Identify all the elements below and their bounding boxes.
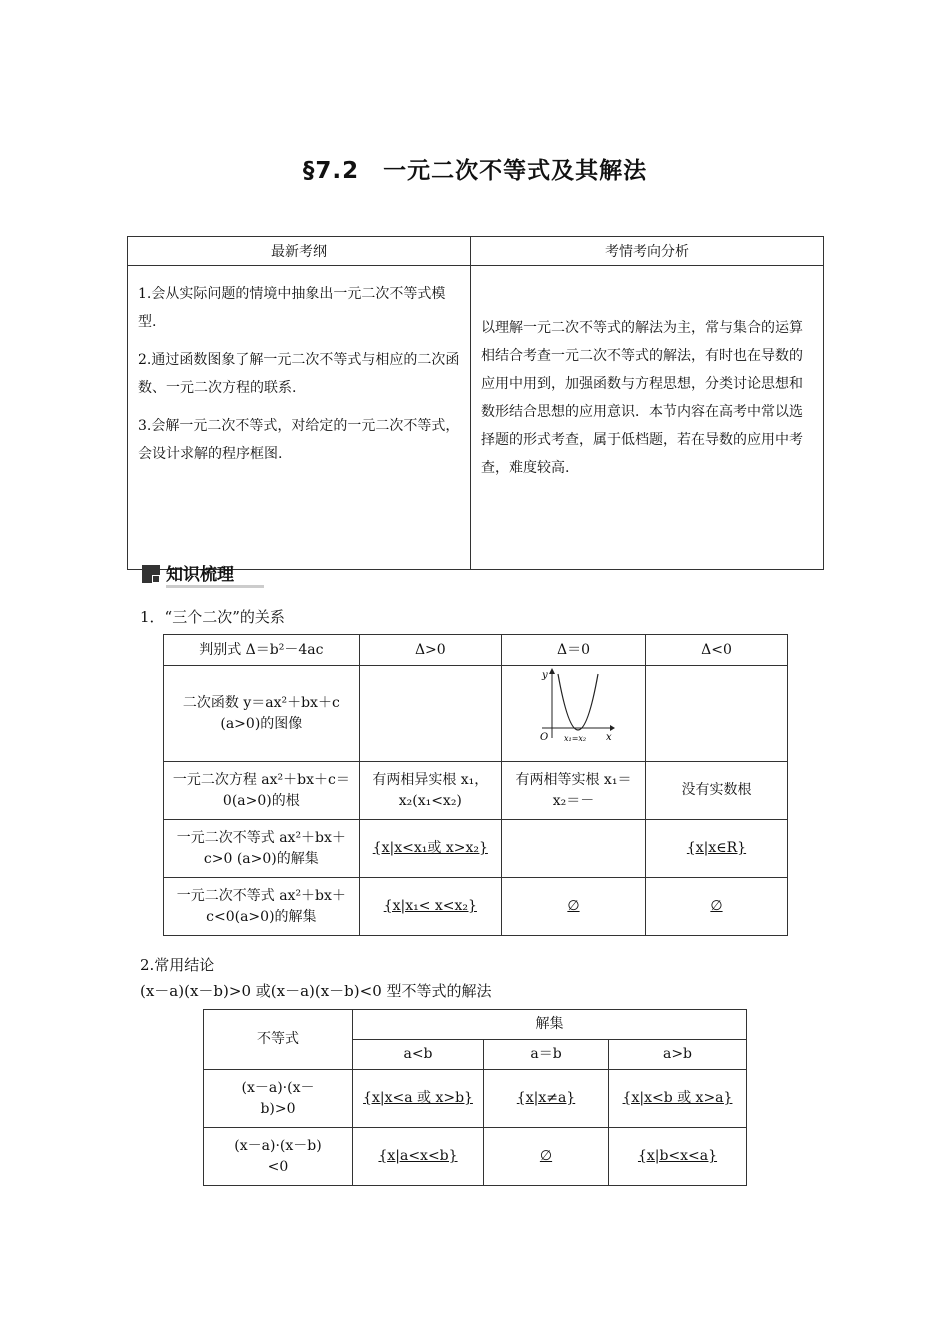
table-cell: 没有实数根 — [645, 762, 787, 820]
outline-header-right: 考情考向分析 — [471, 237, 824, 266]
table-header: Δ<0 — [645, 635, 787, 666]
row-label: (x－a)·(x－b)>0 — [204, 1070, 353, 1128]
row-label: 二次函数 y＝ax²＋bx＋c (a>0)的图像 — [164, 666, 360, 762]
section-square-icon — [142, 565, 160, 583]
table-cell — [359, 666, 501, 762]
x-label: x — [605, 732, 612, 743]
heading-three-quadratics: 1．“三个二次”的关系 — [140, 608, 285, 626]
outline-right-cell — [471, 266, 824, 570]
answer-cell: {x|x∈R} — [645, 820, 787, 878]
answer-cell: {x|x₁< x<x₂} — [359, 878, 501, 936]
answer-cell: {x|a<x<b} — [353, 1128, 484, 1186]
answer-cell: ∅ — [484, 1128, 609, 1186]
answer-cell: {x|x<x₁或 x>x₂} — [359, 820, 501, 878]
outline-left-cell — [128, 266, 471, 570]
outline-analysis: 以理解一元二次不等式的解法为主，常与集合的运算相结合考查一元二次不等式的解法，有时也在导数的应用中用到，加强函数与方程思想，分类讨论思想和数形结合思想的应用意识．本节内容在高考中常以选择题的形式考查，属于低档题，若在导数的应用中考查，难度较高. — [481, 320, 803, 476]
table-cell: 有两相等实根 x₁＝x₂＝－ — [501, 762, 645, 820]
table-cell: 有两相异实根 x₁，x₂(x₁<x₂) — [359, 762, 501, 820]
parabola-graph-cell — [501, 666, 645, 762]
table-header: 解集 — [353, 1010, 747, 1040]
three-quadratics-table — [163, 634, 788, 936]
outline-item: 2.通过函数图象了解一元二次不等式与相应的二次函数、一元二次方程的联系. — [138, 352, 460, 396]
answer-cell: ∅ — [501, 878, 645, 936]
table-subheader: a＝b — [484, 1040, 609, 1070]
row-label: 一元二次不等式 ax²＋bx＋c>0 (a>0)的解集 — [164, 820, 360, 878]
heading-common-conclusions: 2.常用结论 — [140, 956, 215, 974]
table-subheader: a>b — [609, 1040, 747, 1070]
y-axis-arrow — [549, 668, 555, 674]
subheading-inequality-type: (x－a)(x－b)>0 或(x－a)(x－b)<0 型不等式的解法 — [140, 982, 492, 1000]
answer-cell: {x|x<b 或 x>a} — [609, 1070, 747, 1128]
row-label: 一元二次不等式 ax²＋bx＋c<0(a>0)的解集 — [164, 878, 360, 936]
answer-cell: ∅ — [645, 878, 787, 936]
answer-cell: {x|b<x<a} — [609, 1128, 747, 1186]
outline-table — [127, 236, 824, 570]
outline-item: 1.会从实际问题的情境中抽象出一元二次不等式模型. — [138, 286, 446, 330]
outline-header-left: 最新考纲 — [128, 237, 471, 266]
origin-label: O — [539, 732, 549, 743]
page-title: §7.2 一元二次不等式及其解法 — [302, 158, 648, 184]
table-cell — [645, 666, 787, 762]
table-cell — [501, 820, 645, 878]
table-header: Δ>0 — [359, 635, 501, 666]
answer-cell: {x|x<a 或 x>b} — [353, 1070, 484, 1128]
section-heading — [142, 560, 264, 588]
table-subheader: a<b — [353, 1040, 484, 1070]
answer-cell: {x|x≠a} — [484, 1070, 609, 1128]
parabola-curve — [558, 674, 598, 730]
row-label: (x－a)·(x－b)<0 — [204, 1128, 353, 1186]
section-label: 知识梳理 — [166, 560, 264, 588]
conclusion-table — [203, 1009, 747, 1186]
outline-item: 3.会解一元二次不等式，对给定的一元二次不等式，会设计求解的程序框图. — [138, 418, 460, 462]
table-header: 不等式 — [204, 1010, 353, 1070]
x-axis-arrow — [610, 725, 615, 731]
y-label: y — [541, 670, 548, 681]
root-label: x₁=x₂ — [563, 734, 587, 743]
parabola-graph — [502, 666, 645, 754]
row-label: 一元二次方程 ax²＋bx＋c＝0(a>0)的根 — [164, 762, 360, 820]
table-header: Δ＝0 — [501, 635, 645, 666]
table-header: 判别式 Δ＝b²－4ac — [164, 635, 360, 666]
